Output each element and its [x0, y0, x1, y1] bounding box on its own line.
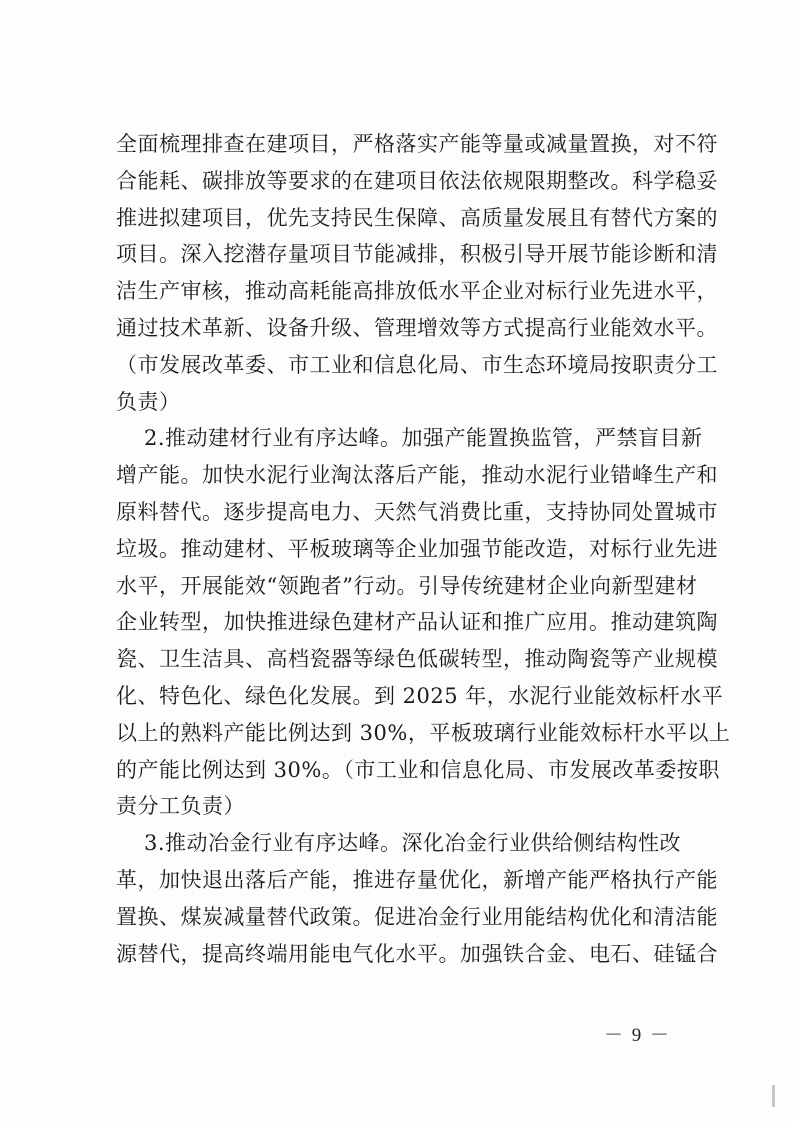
body-text	[116, 126, 731, 972]
text-line: 革，加快退出落后产能，推进存量优化，新增产能严格执行产能	[116, 867, 718, 892]
scan-edge-mark	[772, 1085, 775, 1107]
text-line: 的产能比例达到 30%。（市工业和信息化局、市发展改革委按职	[116, 757, 720, 782]
text-line: 全面梳理排查在建项目，严格落实产能等量或减量置换，对不符	[116, 132, 718, 156]
text-line: 项目。深入挖潜存量项目节能减排，积极引导开展节能诊断和清	[116, 242, 718, 267]
text-line: 负责）	[116, 389, 181, 414]
text-line: 推进拟建项目，优先支持民生保障、高质量发展且有替代方案的	[116, 205, 718, 230]
text-line: 水平，开展能效“领跑者”行动。引导传统建材企业向新型建材	[116, 573, 698, 598]
text-line: （市发展改革委、市工业和信息化局、市生态环境局按职责分工	[116, 352, 718, 377]
section-heading-line: 2.推动建材行业有序达峰。加强产能置换监管，严禁盲目新	[144, 426, 703, 451]
text-line: 置换、煤炭减量替代政策。促进冶金行业用能结构优化和清洁能	[116, 904, 718, 929]
text-line: 企业转型，加快推进绿色建材产品认证和推广应用。推动建筑陶	[116, 610, 718, 635]
text-line: 化、特色化、绿色化发展。到 2025 年，水泥行业能效标杆水平	[116, 683, 724, 708]
text-line: 责分工负责）	[116, 794, 245, 819]
text-line: 通过技术革新、设备升级、管理增效等方式提高行业能效水平。	[116, 315, 718, 340]
text-line: 垃圾。推动建材、平板玻璃等企业加强节能改造，对标行业先进	[116, 536, 718, 561]
text-line: 增产能。加快水泥行业淘汰落后产能，推动水泥行业错峰生产和	[116, 463, 718, 488]
section-heading-line: 3.推动冶金行业有序达峰。深化冶金行业供给侧结构性改	[144, 831, 682, 856]
text-line: 瓷、卫生洁具、高档瓷器等绿色低碳转型，推动陶瓷等产业规模	[116, 647, 718, 672]
text-line: 以上的熟料产能比例达到 30%，平板玻璃行业能效标杆水平以上	[116, 720, 731, 745]
page-number: － 9 －	[604, 1025, 672, 1046]
text-line: 源替代，提高终端用能电气化水平。加强铁合金、电石、硅锰合	[116, 941, 718, 966]
text-line: 合能耗、碳排放等要求的在建项目依法依规限期整改。科学稳妥	[116, 168, 718, 193]
text-line: 洁生产审核，推动高耗能高排放低水平企业对标行业先进水平，	[116, 279, 718, 304]
text-line: 原料替代。逐步提高电力、天然气消费比重，支持协同处置城市	[116, 499, 718, 524]
